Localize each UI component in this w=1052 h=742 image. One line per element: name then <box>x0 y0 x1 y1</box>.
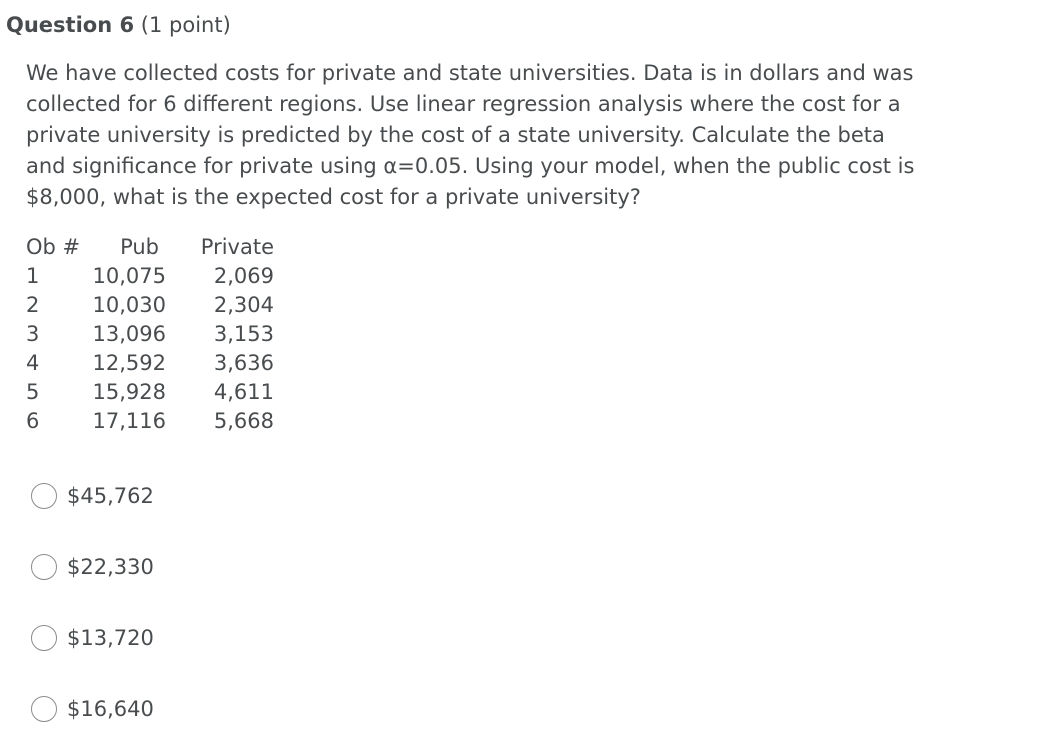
cell-pub: 10,075 <box>92 264 166 288</box>
cell-private: 2,069 <box>213 264 274 288</box>
radio-button[interactable] <box>31 554 57 580</box>
column-header-ob: Ob # <box>26 235 81 259</box>
table-header-row <box>26 233 274 262</box>
cell-ob: 2 <box>26 293 40 317</box>
table-row <box>26 378 274 407</box>
data-table <box>26 233 274 436</box>
radio-button[interactable] <box>31 696 57 722</box>
cell-pub: 17,116 <box>92 409 166 433</box>
cell-private: 4,611 <box>213 380 274 404</box>
answer-choice-label[interactable]: $16,640 <box>67 697 154 721</box>
cell-pub: 13,096 <box>92 322 166 346</box>
answer-choice-label[interactable]: $45,762 <box>67 484 154 508</box>
answer-choice-label[interactable]: $13,720 <box>67 626 154 650</box>
cell-pub: 12,592 <box>92 351 166 375</box>
cell-pub: 10,030 <box>92 293 166 317</box>
cell-private: 2,304 <box>213 293 274 317</box>
cell-private: 3,636 <box>213 351 274 375</box>
answer-choice-2[interactable] <box>31 552 154 582</box>
cell-ob: 1 <box>26 264 40 288</box>
answer-choice-4[interactable] <box>31 694 154 724</box>
cell-ob: 3 <box>26 322 40 346</box>
table-row <box>26 407 274 436</box>
table-row <box>26 291 274 320</box>
radio-button[interactable] <box>31 625 57 651</box>
cell-ob: 4 <box>26 351 40 375</box>
cell-private: 3,153 <box>213 322 274 346</box>
answer-choice-1[interactable] <box>31 481 154 511</box>
cell-ob: 5 <box>26 380 40 404</box>
prompt-text: We have collected costs for private and state universities. Data is in dollars and was collected for 6 different regions. Use linear regression analysis where the cost for a private university is predicted by the cost of a state university. Calculate the beta and significance for private using α=0.05. Using your model, when the public cost is $8,000, what is the expected cost for a private university? <box>26 61 915 209</box>
answer-choice-label[interactable]: $22,330 <box>67 555 154 579</box>
question-points: (1 point) <box>140 13 231 37</box>
question-title: Question 6 <box>6 13 135 37</box>
answer-choice-3[interactable] <box>31 623 154 653</box>
radio-button[interactable] <box>31 483 57 509</box>
cell-private: 5,668 <box>213 409 274 433</box>
column-header-pub: Pub <box>120 235 159 259</box>
cell-ob: 6 <box>26 409 40 433</box>
table-row <box>26 320 274 349</box>
question-header <box>6 10 231 40</box>
table-row <box>26 349 274 378</box>
column-header-private: Private <box>200 235 274 259</box>
cell-pub: 15,928 <box>92 380 166 404</box>
table-row <box>26 262 274 291</box>
question-prompt <box>26 58 926 213</box>
